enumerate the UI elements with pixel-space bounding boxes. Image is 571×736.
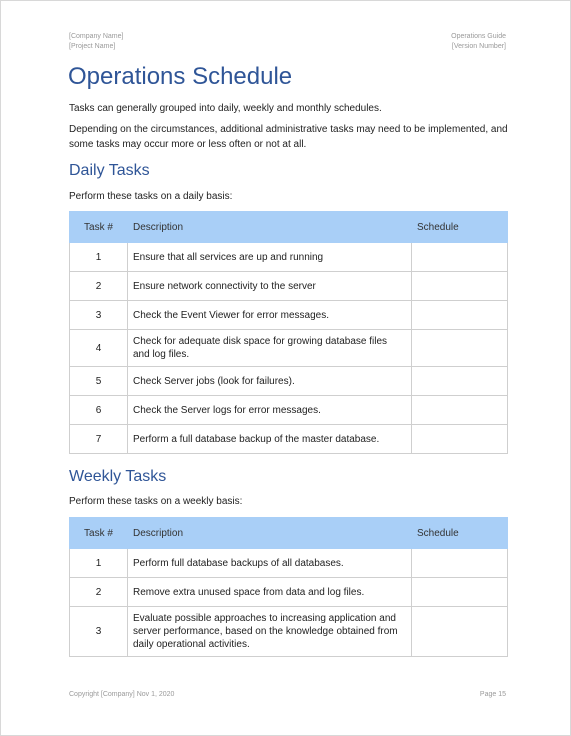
task-number-cell: 7 [70,425,128,454]
column-header-task-number: Task # [70,518,128,549]
task-number-cell: 1 [70,243,128,272]
column-header-schedule: Schedule [412,518,508,549]
daily-tasks-heading: Daily Tasks [69,162,150,179]
table-row [70,243,508,272]
task-description-cell: Check Server jobs (look for failures). [128,367,412,396]
table-row [70,578,508,607]
column-header-description: Description [128,212,412,243]
task-schedule-cell [412,243,508,272]
task-number-cell: 1 [70,549,128,578]
task-schedule-cell [412,549,508,578]
task-description-cell: Check for adequate disk space for growing database files and log files. [128,330,412,367]
table-row [70,396,508,425]
column-header-task-number: Task # [70,212,128,243]
company-name: [Company Name] [69,33,124,40]
task-number-cell: 5 [70,367,128,396]
task-description-cell: Check the Server logs for error messages. [128,396,412,425]
task-schedule-cell [412,396,508,425]
task-schedule-cell [412,272,508,301]
task-number-cell: 2 [70,272,128,301]
daily-tasks-table [69,211,508,454]
task-description-cell: Evaluate possible approaches to increasing application and server performance, based on the knowledge obtained from daily operational activities. [128,607,412,657]
guide-name: Operations Guide [451,33,506,40]
task-description-cell: Ensure network connectivity to the server [128,272,412,301]
weekly-tasks-subtitle: Perform these tasks on a weekly basis: [69,496,243,507]
task-number-cell: 3 [70,301,128,330]
table-row [70,607,508,657]
task-description-cell: Perform a full database backup of the master database. [128,425,412,454]
task-schedule-cell [412,330,508,367]
task-schedule-cell [412,301,508,330]
weekly-tasks-heading: Weekly Tasks [69,468,167,485]
table-row [70,272,508,301]
task-schedule-cell [412,367,508,396]
footer-page-number: Page 15 [479,691,506,698]
daily-tasks-subtitle: Perform these tasks on a daily basis: [69,191,233,202]
task-description-cell: Remove extra unused space from data and log files. [128,578,412,607]
intro-paragraph-1: Tasks can generally grouped into daily, weekly and monthly schedules. [69,103,382,114]
task-description-cell: Perform full database backups of all databases. [128,549,412,578]
task-description-cell: Check the Event Viewer for error messages. [128,301,412,330]
table-row [70,549,508,578]
page-title: Operations Schedule [68,63,293,90]
task-description-cell: Ensure that all services are up and running [128,243,412,272]
header-left [69,32,123,52]
version-number: [Version Number] [451,43,506,50]
header-right [451,32,506,52]
task-number-cell: 3 [70,607,128,657]
project-name: [Project Name] [69,43,116,50]
intro-paragraph-2: Depending on the circumstances, additional administrative tasks may need to be implemented, and some tasks may occur more or less often or not at all. [69,124,508,150]
column-header-schedule: Schedule [412,212,508,243]
task-schedule-cell [412,607,508,657]
table-header-row [70,518,508,549]
column-header-description: Description [128,518,412,549]
table-row [70,301,508,330]
table-header-row [70,212,508,243]
task-number-cell: 2 [70,578,128,607]
task-number-cell: 6 [70,396,128,425]
task-schedule-cell [412,425,508,454]
table-row [70,425,508,454]
table-row [70,367,508,396]
table-row [70,330,508,367]
task-schedule-cell [412,578,508,607]
task-number-cell: 4 [70,330,128,367]
weekly-tasks-table [69,517,508,657]
footer-copyright: Copyright [Company] Nov 1, 2020 [69,691,175,698]
